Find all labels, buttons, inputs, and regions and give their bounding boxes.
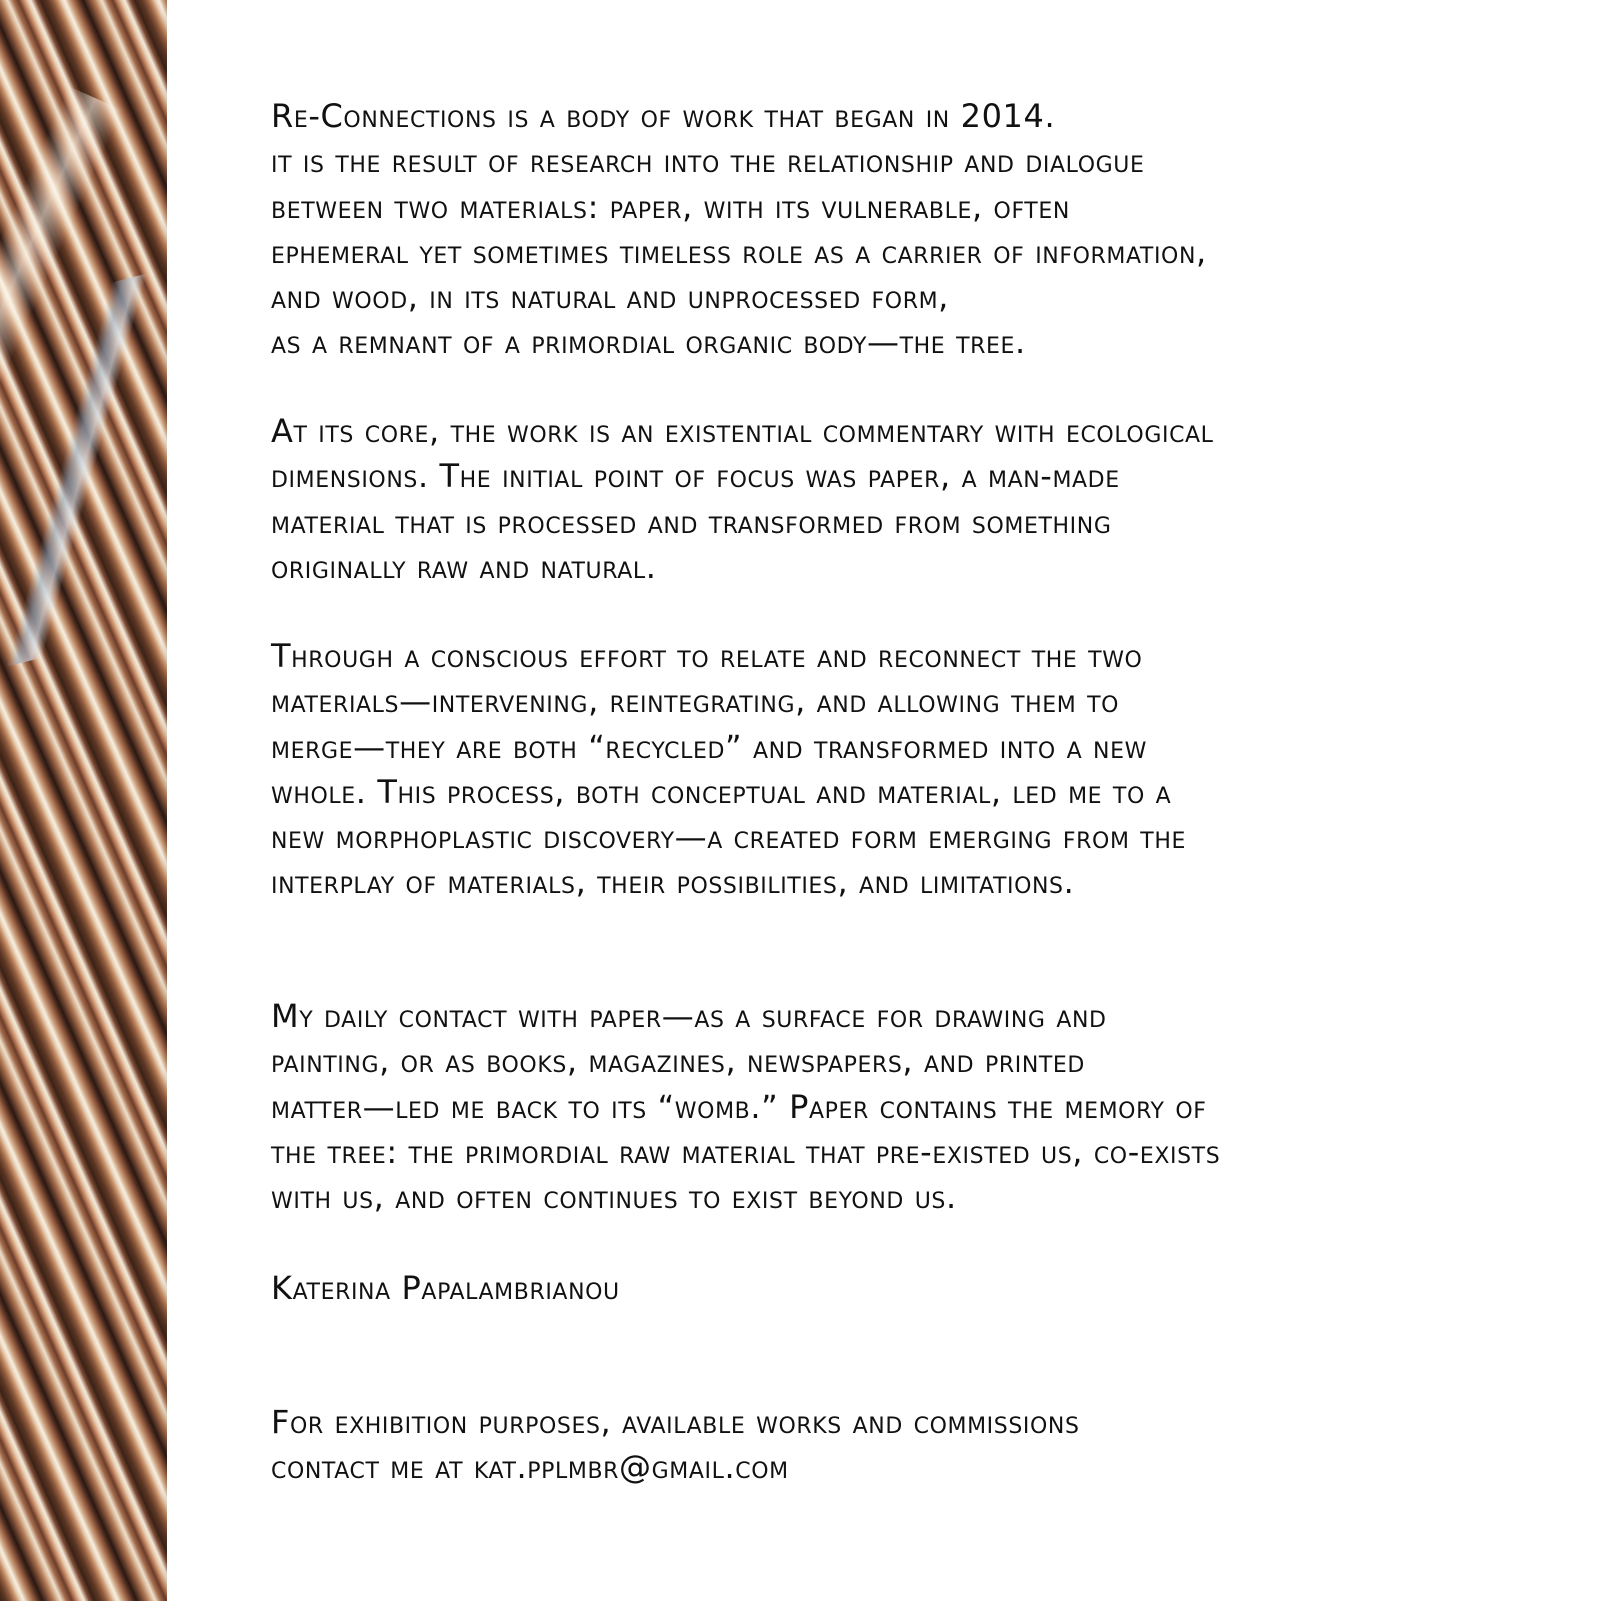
contact-paragraph <box>271 1400 1080 1491</box>
text-line: Re-Connections is a body of work that began in 2014. <box>271 97 1056 135</box>
text-line: with us, and often continues to exist beyond us. <box>271 1178 957 1217</box>
text-line: it is the result of research into the relationship and dialogue <box>271 142 1145 181</box>
text-line: Through a conscious effort to relate and reconnect the two <box>271 637 1143 675</box>
paragraph-intro <box>271 94 1207 366</box>
text-line: material that is processed and transformed from something <box>271 502 1112 541</box>
text-line: the tree: the primordial raw material that pre-existed us, co-exists <box>271 1132 1221 1171</box>
text-line: dimensions. The initial point of focus was paper, a man-made <box>271 457 1120 496</box>
text-line: interplay of materials, their possibilities, and limitations. <box>271 863 1075 902</box>
text-line: new morphoplastic discovery—a created form emerging from the <box>271 818 1186 857</box>
author-name: Katerina Papalambrianou <box>271 1269 620 1307</box>
contact-line: For exhibition purposes, available works and commissions <box>271 1403 1080 1441</box>
text-line: My daily contact with paper—as a surface for drawing and <box>271 997 1107 1035</box>
texture-edge <box>161 0 167 1601</box>
text-line: and wood, in its natural and unprocessed form, <box>271 278 949 317</box>
texture-highlight <box>0 86 123 494</box>
paragraph-core <box>271 409 1214 590</box>
paragraph-process <box>271 634 1186 906</box>
texture-blue-streak <box>6 273 147 666</box>
wood-paper-texture-strip <box>0 0 167 1601</box>
contact-email-line: contact me at kat.pplmbr@gmail.com <box>271 1448 789 1487</box>
text-line: painting, or as books, magazines, newspapers, and printed <box>271 1042 1085 1081</box>
text-line: originally raw and natural. <box>271 547 657 586</box>
text-line: ephemeral yet sometimes timeless role as a carrier of information, <box>271 232 1207 271</box>
text-line: materials—intervening, reintegrating, and allowing them to <box>271 682 1120 721</box>
text-line: At its core, the work is an existential commentary with ecological <box>271 412 1214 450</box>
paragraph-daily <box>271 994 1220 1220</box>
text-line: between two materials: paper, with its vulnerable, often <box>271 187 1070 226</box>
text-line: whole. This process, both conceptual and material, led me to a <box>271 772 1172 811</box>
text-line: as a remnant of a primordial organic body—the tree. <box>271 323 1026 362</box>
author-signature <box>271 1266 620 1311</box>
text-line: matter—led me back to its “womb.” Paper contains the memory of <box>271 1087 1207 1126</box>
text-line: merge—they are both “recycled” and transformed into a new <box>271 727 1147 766</box>
